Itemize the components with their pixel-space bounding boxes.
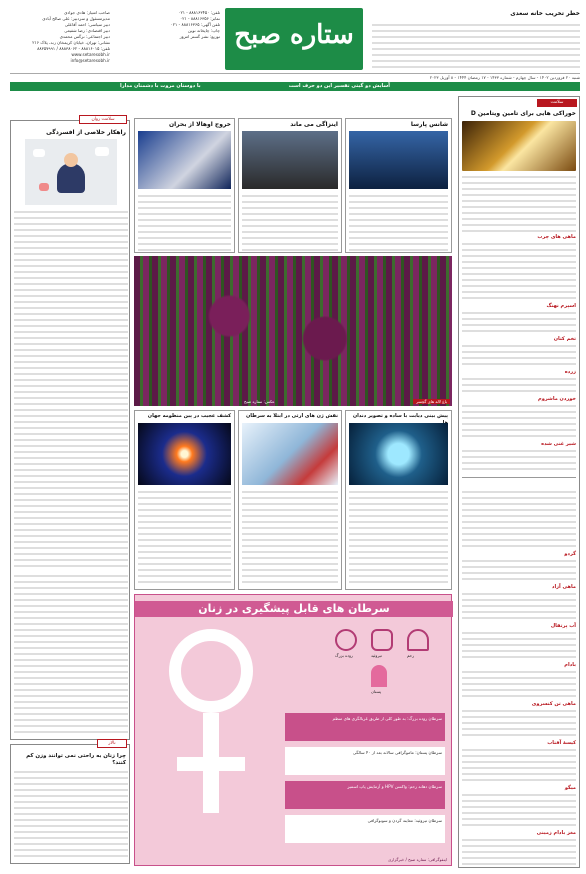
box-sport-2: اینزاگی می ماند	[238, 118, 342, 253]
masthead-info-left: صاحب امتیاز: هادی جوادی مدیرمسئول و سردبیر: علی صالح آبادی دبیر سیاسی: احمد آقاعلی دبیر اقتصادی: رضا شفیعی دبیر اجتماعی: نرگس محمدی نشانی: تهران، خیابان کریمخان زند، پلاک ۲۱۶ تلفن: ۸۸۸۱۶۰۱۵ - ۸۸۸۳۸۰۶۲ / ۸۸۳۵۷۹۹۱ www.setaresobh.ir info@setaresobh.ir	[32, 10, 110, 63]
masthead-info-right: تلفن: ۸۸۸۱۶۳۴۵۰ - ۰۲۱ نمابر: ۸۸۸۱۶۳۵۶ - ۰۲۱ تلفن آگهی: ۸۸۸۱۶۳۶۵ - ۰۲۱ چاپ: چاپخانه نوین توزیع: نشر گستر امروز	[170, 10, 220, 39]
organs-row: روده بزرگ تیروئید رحم پستان	[335, 629, 445, 699]
infographic-title: سرطان های قابل پیشگیری در زنان	[135, 601, 453, 617]
left-box-2: تالار چرا زنان به راحتی نمی توانند وزن کم کنند؟	[10, 744, 130, 864]
section-label-left: سلامت روان	[79, 115, 127, 124]
photo-teeth	[349, 423, 448, 485]
front-headline-top: خطر تخریب خانه سعدی	[510, 10, 580, 17]
photo-players	[138, 131, 231, 189]
subhead: ماهی های چرب	[537, 234, 576, 240]
headline-left-2: چرا زنان به راحتی نمی توانند وزن کم کنند؟	[26, 753, 126, 767]
infographic-source: اینفوگرافی: ستاره صبح / خبرگزاری	[388, 856, 447, 862]
box-space: کشف عجیب در پین منظومه جهان	[134, 410, 235, 590]
box-sport-3: خروج اوهالا از بحران	[134, 118, 235, 253]
photo-tag: باغ لاله های گچسر	[413, 399, 450, 404]
headline-left: راهکار خلاصی از افسردگی	[46, 129, 126, 136]
slogan-left: با دوستان مروت با دشمنان مدارا	[120, 83, 201, 89]
front-article-top	[372, 22, 580, 70]
photo-sport-1	[349, 131, 448, 189]
right-column: سلامت خوراکی هایی برای تامین ویتامین D ماهی های چرب اسپرم نهنگ تخم کتان زرده خوردن ماشروم شیر غنی شده گردو ماهی آزاد آب پرتقال بادام ماهی تن کنسروی کیسهٔ آفتاب میگو مغز بادام زمینی	[458, 96, 580, 868]
infographic	[134, 594, 452, 866]
female-symbol-icon	[149, 629, 269, 829]
section-label: سلامت	[537, 99, 577, 107]
info-rows: سرطان روده بزرگ: به طور کلی از طریق غربالگری های منظم سرطان پستان: ماموگرافی سالانه بعد از ۴۰ سالگی سرطان دهانه رحم: واکسن HPV و آزمایش پاپ اسمیر سرطان تیروئید: معاینه گردن و سونوگرافی	[285, 713, 445, 853]
logo-text: ستاره صبح	[234, 20, 354, 50]
illustration	[25, 139, 117, 205]
ribbon-icon	[371, 665, 387, 687]
slogan-right: آسایش دو گیتی تفسیر این دو حرف است	[288, 83, 390, 89]
photo-space	[138, 423, 231, 485]
photo-caption: عکس: ستاره صبح	[244, 398, 275, 404]
tulip-photo	[134, 256, 452, 406]
date-line: شنبه ۲۰ فروردین ۱۴۰۲ - سال چهارم - شماره ۱۴۳۳ - ۱۷ رمضان ۱۴۴۴ - ۸ آوریل ۲۰۲۳	[10, 73, 580, 80]
box-sport-1: شانس پارسا	[345, 118, 452, 253]
photo-dna	[242, 423, 338, 485]
box-teeth: پیش بینی دیابت با ساده و تصویر دندان	[345, 410, 452, 590]
headline: خوراکی هایی برای تامین ویتامین D	[470, 110, 576, 117]
left-column	[10, 117, 130, 740]
uterus-icon	[407, 629, 429, 651]
photo-coach	[242, 131, 338, 189]
colon-icon	[335, 629, 357, 651]
thyroid-icon	[371, 629, 393, 651]
box-dna: نقش ژن های ارثی در ابتلا به سرطان	[238, 410, 342, 590]
person-icon	[57, 163, 85, 193]
logo-box	[225, 8, 363, 70]
slogan-bar	[10, 82, 580, 91]
capsules-photo	[462, 121, 576, 171]
